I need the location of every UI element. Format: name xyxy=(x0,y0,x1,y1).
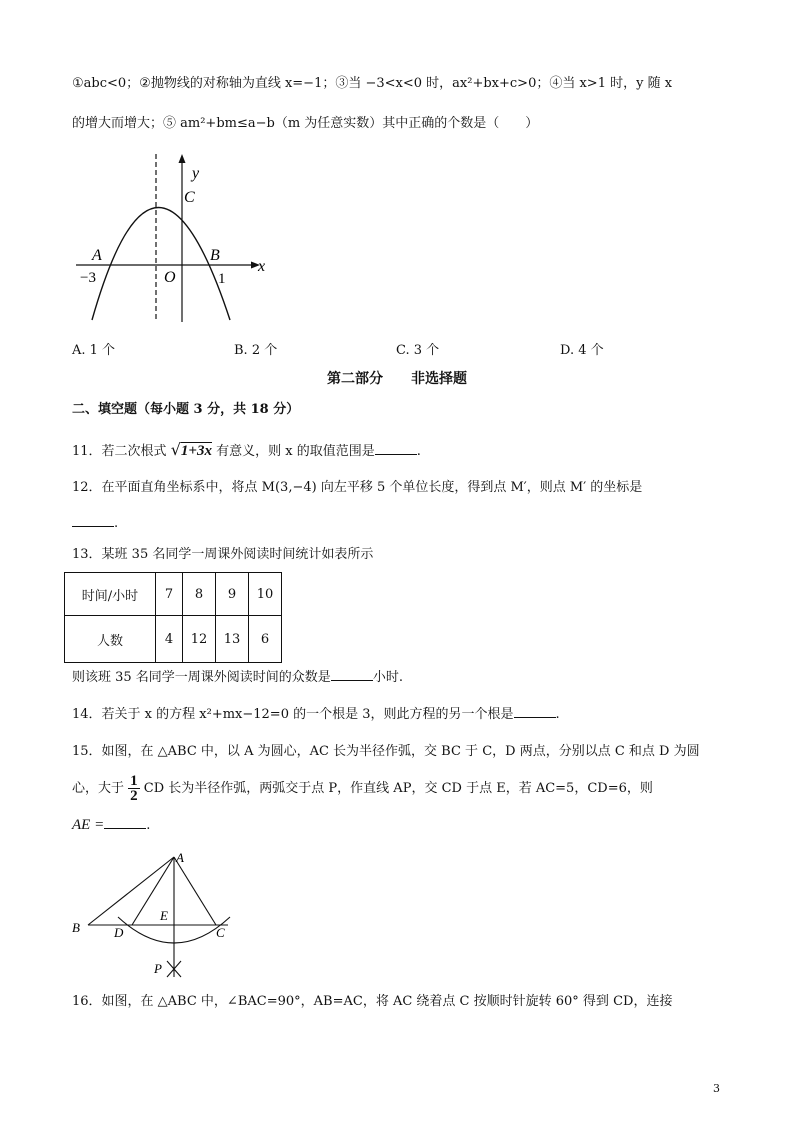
label-c: C xyxy=(184,189,195,206)
label-e: E xyxy=(160,908,168,923)
table-cell: 时间/小时 xyxy=(65,573,156,616)
label-p: P xyxy=(154,961,162,976)
q15-ae-label: AE = xyxy=(72,817,105,833)
q14 xyxy=(72,705,560,725)
table-row xyxy=(65,573,282,616)
label-one: 1 xyxy=(218,271,226,287)
label-a: A xyxy=(92,247,102,264)
q15-line2-post: CD 长为半径作弧，两弧交于点 P，作直线 AP，交 CD 于点 E，若 AC=5，CD=6，则 xyxy=(143,781,653,796)
q13-answer-blank[interactable] xyxy=(331,668,373,681)
label-b: B xyxy=(210,247,220,264)
table-cell: 人数 xyxy=(65,616,156,663)
q12-end: . xyxy=(114,516,119,531)
section2-heading: 二、填空题（每小题 3 分，共 18 分） xyxy=(72,402,300,417)
q11-post: 有意义，则 x 的取值范围是 xyxy=(216,444,375,459)
label-minus3: −3 xyxy=(80,270,96,286)
triangle-construction-figure xyxy=(66,845,246,985)
table-cell: 9 xyxy=(216,573,249,616)
label-d: D xyxy=(114,925,124,940)
q12-line1: 12．在平面直角坐标系中，将点 M(3,−4) 向左平移 5 个单位长度，得到点 M′，则点 M′ 的坐标是 xyxy=(72,480,643,495)
table-cell: 12 xyxy=(183,616,216,663)
side-ac xyxy=(174,857,216,925)
reading-time-table xyxy=(64,572,282,663)
table-row xyxy=(65,616,282,663)
q14-text: 14．若关于 x 的方程 x²+mx−12=0 的一个根是 3，则此方程的另一个根是 xyxy=(72,707,514,722)
frac-denominator: 2 xyxy=(130,788,138,804)
label-x: x xyxy=(258,258,266,275)
q15-line3-end: . xyxy=(146,818,151,833)
q11 xyxy=(72,440,421,462)
sqrt-sign: √ xyxy=(170,440,181,459)
q11-pre: 11．若二次根式 xyxy=(72,444,167,459)
parabola-graph xyxy=(70,150,280,330)
q15-line2 xyxy=(72,774,653,804)
table-cell: 7 xyxy=(156,573,183,616)
label-origin: O xyxy=(164,269,176,286)
q13-question-end: 小时. xyxy=(372,670,403,685)
q15-line1: 15．如图，在 △ABC 中，以 A 为圆心，AC 长为半径作弧，交 BC 于 C，D 两点，分别以点 C 和点 D 为圆 xyxy=(72,744,700,759)
table-cell: 4 xyxy=(156,616,183,663)
q13-question xyxy=(72,668,403,688)
option-c[interactable]: C. 3 个 xyxy=(396,343,440,358)
table-cell: 6 xyxy=(249,616,282,663)
y-axis-arrow xyxy=(179,154,186,163)
q11-end: . xyxy=(416,444,421,459)
label-c: C xyxy=(216,925,225,940)
q12-line2 xyxy=(72,514,118,534)
table-cell: 8 xyxy=(183,573,216,616)
q10-line2: 的增大而增大；⑤ am²+bm≤a−b（m 为任意实数）其中正确的个数是（ ） xyxy=(72,116,539,131)
option-d[interactable]: D. 4 个 xyxy=(560,343,604,358)
q13-intro: 13．某班 35 名同学一周课外阅读时间统计如表所示 xyxy=(72,547,374,562)
q11-radicand: 1+3x xyxy=(180,443,212,459)
q16-line1: 16．如图，在 △ABC 中，∠BAC=90°，AB=AC，将 AC 绕着点 C 按顺时针旋转 60° 得到 CD，连接 xyxy=(72,994,673,1009)
part2-title: 第二部分 非选择题 xyxy=(327,371,467,387)
q15-line3 xyxy=(72,815,150,836)
q11-answer-blank[interactable] xyxy=(375,442,417,455)
label-y: y xyxy=(192,165,200,182)
q13-question-text: 则该班 35 名同学一周课外阅读时间的众数是 xyxy=(72,670,331,685)
option-b[interactable]: B. 2 个 xyxy=(234,343,278,358)
q12-answer-blank[interactable] xyxy=(72,514,114,527)
q14-end: . xyxy=(555,707,560,722)
option-a[interactable]: A. 1 个 xyxy=(72,343,116,358)
q15-line2-pre: 心，大于 xyxy=(72,781,125,796)
label-a: A xyxy=(176,850,184,865)
page-number: 3 xyxy=(713,1082,720,1095)
label-b: B xyxy=(72,920,80,935)
frac-numerator: 1 xyxy=(130,773,138,789)
q15-answer-blank[interactable] xyxy=(104,816,146,829)
table-cell: 10 xyxy=(249,573,282,616)
q10-line1: ①abc<0；②抛物线的对称轴为直线 x=−1；③当 −3<x<0 时，ax²+bx+c>0；④当 x>1 时，y 随 x xyxy=(72,76,673,91)
table-cell: 13 xyxy=(216,616,249,663)
q14-answer-blank[interactable] xyxy=(514,705,556,718)
fraction-one-half xyxy=(128,774,140,803)
